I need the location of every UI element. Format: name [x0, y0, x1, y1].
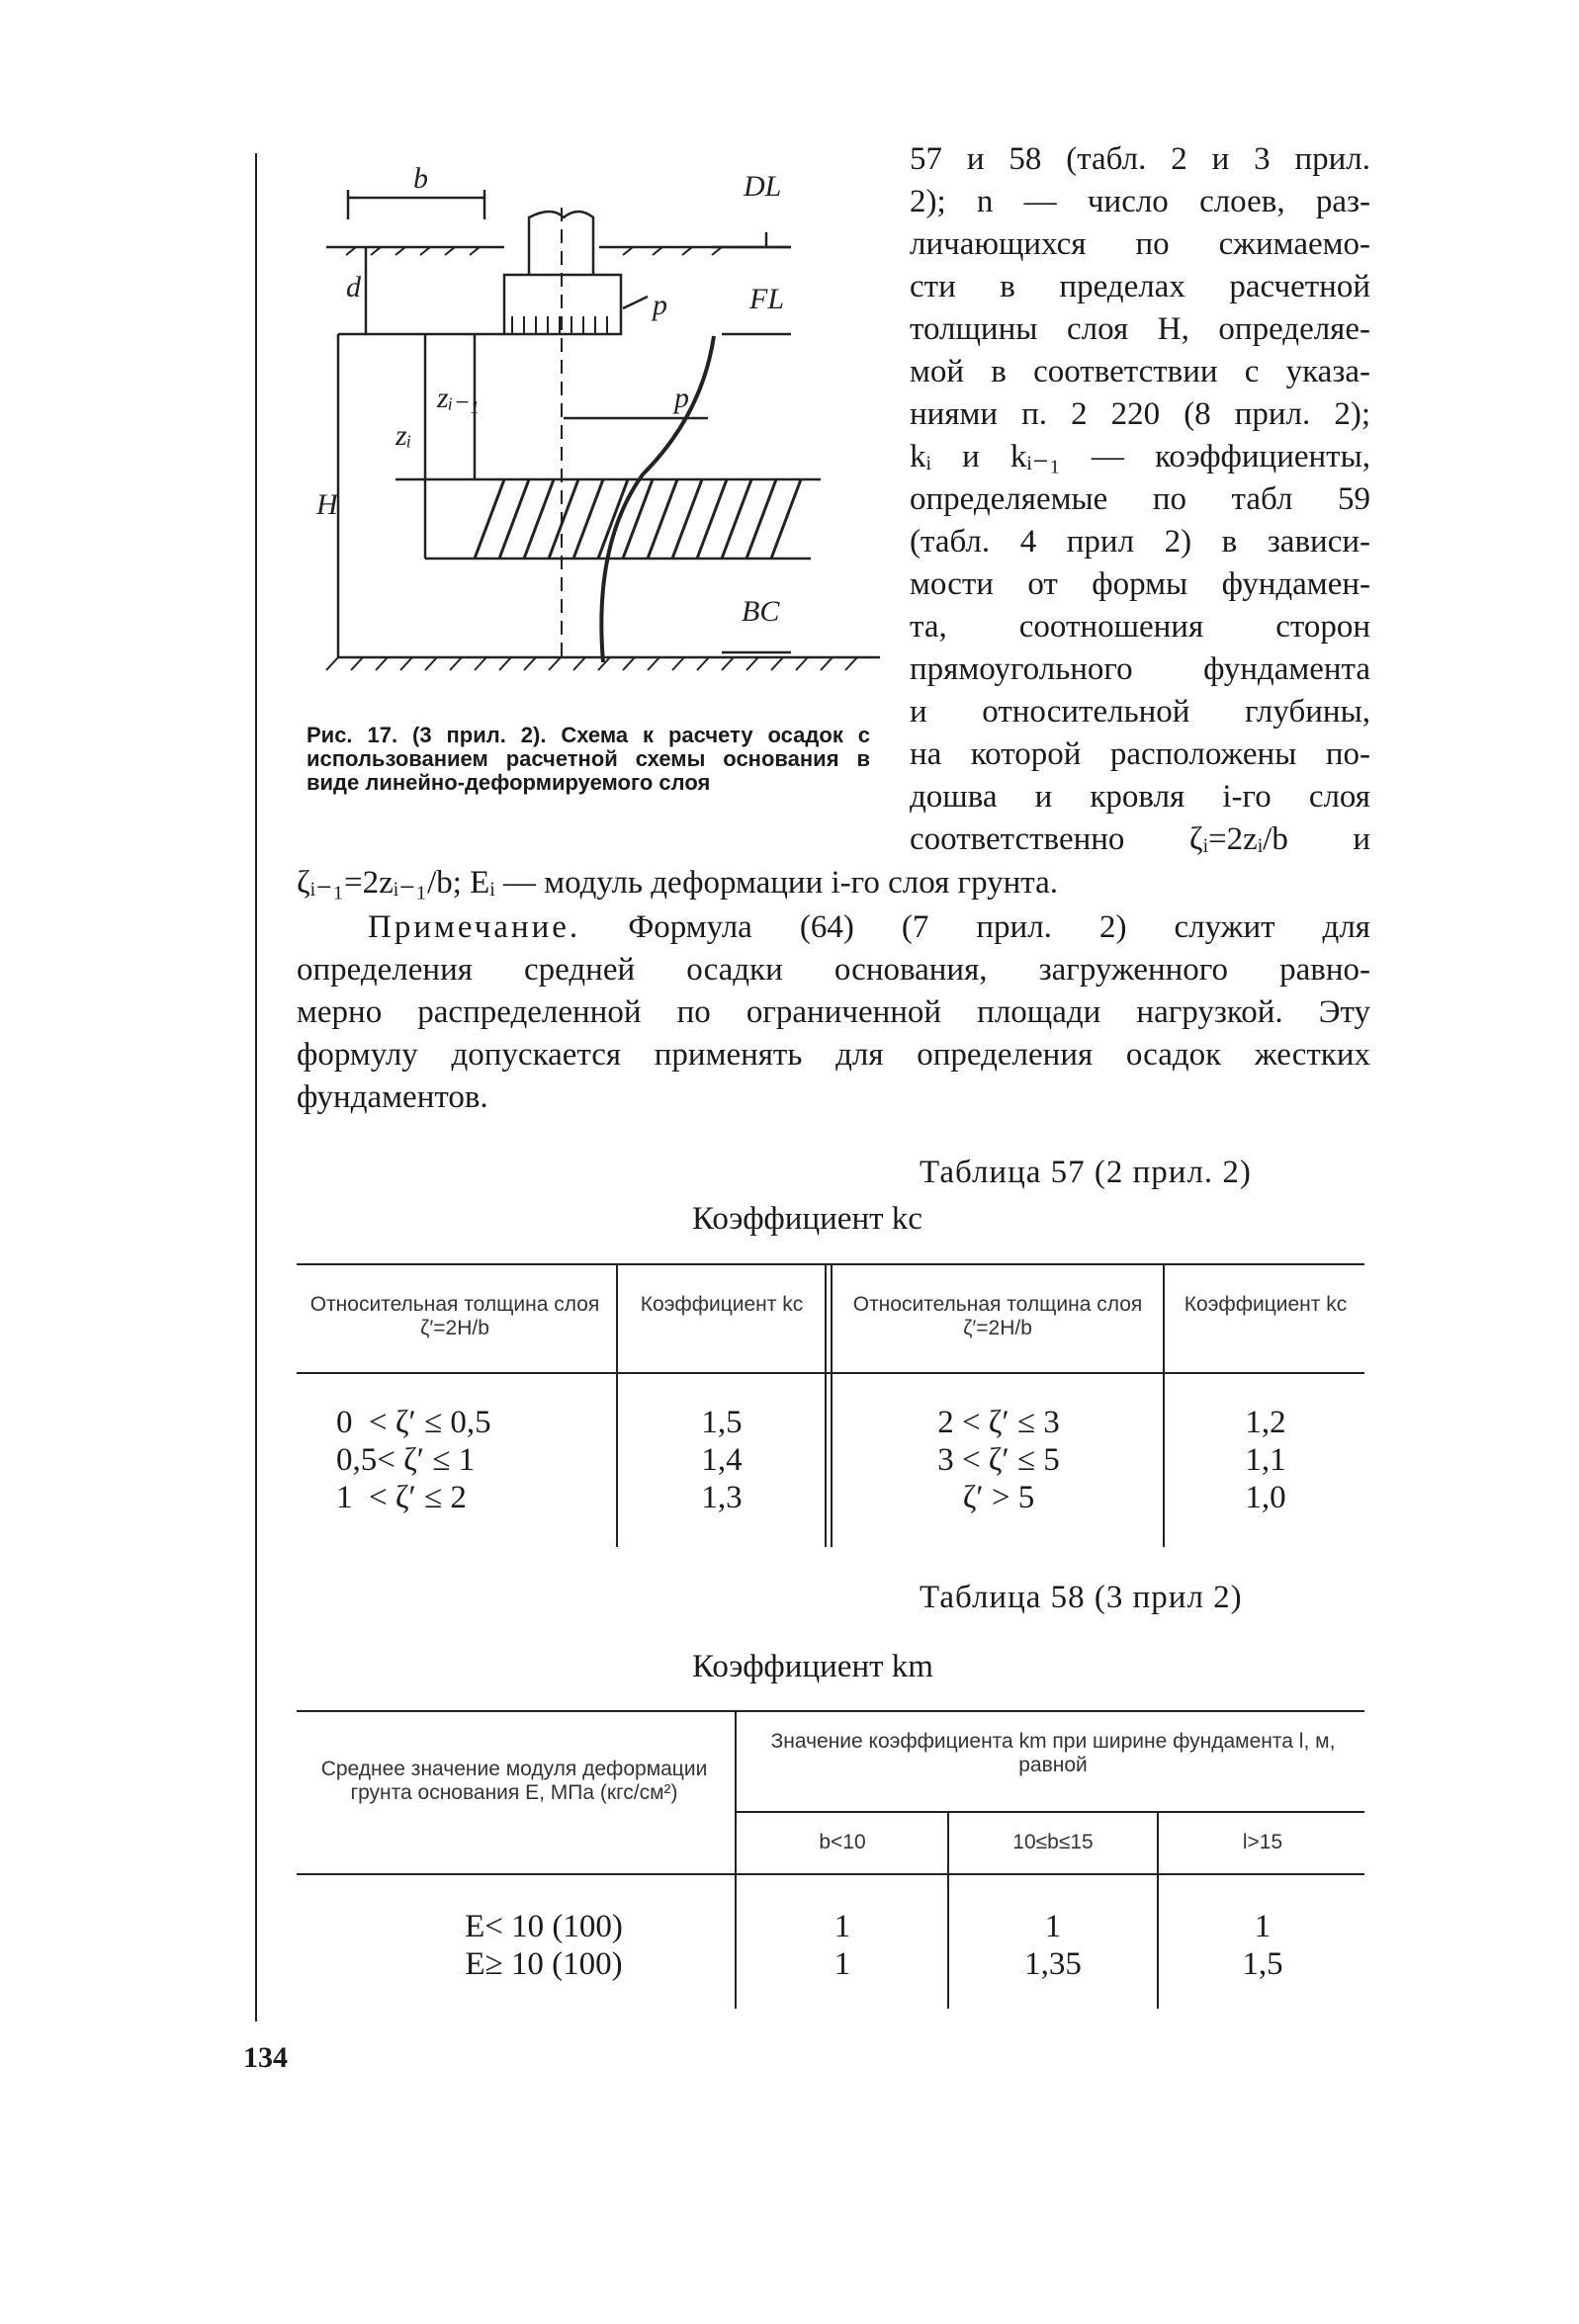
text-line: мерно распределенной по ограниченной площади нагрузкой. Эту: [297, 994, 1370, 1030]
table58-header-group: Значение коэффициента km при ширине фундамента l, м, равной: [770, 1730, 1336, 1776]
label-h: H: [316, 488, 338, 521]
text-line: (табл. 4 прил 2) в зависи-: [910, 524, 1370, 559]
text-line: 57 и 58 (табл. 2 и 3 прил.: [910, 141, 1370, 177]
page-number: 134: [243, 2041, 288, 2074]
table58-col-km: [951, 1908, 1155, 1983]
table-cell: 1,5: [701, 1405, 743, 1440]
note-paragraph: [297, 906, 1370, 1119]
formula-line: [297, 862, 1370, 904]
table57-col-thickness: [840, 1404, 1157, 1516]
text-line: прямоугольного фундамента: [910, 651, 1370, 687]
label-b: b: [413, 162, 428, 195]
table-cell: ζ′ > 5: [962, 1480, 1035, 1515]
table57-col-coef: [1167, 1404, 1364, 1516]
text-line: ζᵢ₋₁=2zᵢ₋₁/b; Eᵢ — модуль деформации i-го слоя грунта.: [297, 865, 1059, 901]
text-line: соответственно ζᵢ=2zᵢ/b и: [910, 821, 1370, 857]
table-cell: E< 10 (100): [465, 1909, 623, 1944]
table-cell: 1: [833, 1909, 851, 1944]
table57-col-coef: [621, 1404, 823, 1516]
table-cell: 1: [1254, 1909, 1272, 1944]
table57-header-coef: Коэффициент kc: [1184, 1293, 1348, 1316]
table57-col-thickness: [336, 1404, 603, 1516]
table58-group-rule: [737, 1811, 1364, 1813]
table-cell: 1,4: [701, 1442, 743, 1478]
foundation-diagram: [316, 148, 880, 682]
table-cell: 1,2: [1245, 1405, 1286, 1440]
label-dl: DL: [744, 170, 782, 203]
text-line: определяемые по табл 59: [910, 481, 1370, 517]
table57-divider: [831, 1265, 833, 1547]
table58-divider: [735, 1712, 737, 2009]
table58-col-km: [740, 1908, 945, 1983]
text-line: и относительной глубины,: [910, 694, 1370, 730]
table57-header-thickness: Относительная толщина слоя ζ′=2H/b: [852, 1293, 1143, 1339]
table-cell: 1,5: [1242, 1946, 1283, 1982]
table-cell: E≥ 10 (100): [465, 1946, 623, 1982]
table57-header-coef: Коэффициент kc: [640, 1293, 804, 1316]
table57-divider: [825, 1265, 827, 1547]
note-label: Примечание.: [368, 909, 581, 945]
table58-title: Коэффициент km: [692, 1649, 933, 1684]
table58-subheader: 10≤b≤15: [1012, 1831, 1094, 1853]
table58-col-km: [1161, 1908, 1364, 1983]
text-line: та, соотношения сторон: [910, 609, 1370, 645]
table57-divider: [1163, 1265, 1165, 1547]
label-fl: FL: [749, 283, 785, 315]
text-line: мости от формы фундамен-: [910, 566, 1370, 602]
margin-rule: [255, 153, 257, 2022]
table57-header-thickness: Относительная толщина слоя ζ′=2H/b: [309, 1293, 600, 1339]
table-cell: 0,5< ζ′ ≤ 1: [336, 1442, 476, 1478]
table58-col-modulus: [395, 1908, 692, 1983]
text-line: фундаментов.: [297, 1079, 488, 1115]
right-column-text: [910, 138, 1370, 861]
table58-top-rule: [297, 1710, 1364, 1712]
text-line: формулу допускается применять для определения осадок жестких: [297, 1037, 1370, 1073]
table57-divider: [616, 1265, 618, 1547]
label-p-curve: p: [674, 382, 689, 414]
text-line: 2); n — число слоев, раз-: [910, 184, 1370, 219]
table-cell: 3 < ζ′ ≤ 5: [937, 1442, 1060, 1478]
table-cell: 1: [1044, 1909, 1062, 1944]
table-cell: 1: [833, 1946, 851, 1982]
label-d: d: [346, 271, 361, 303]
table57-title: Коэффициент kc: [692, 1201, 922, 1237]
text-line: толщины слоя H, определяе-: [910, 311, 1370, 347]
label-p-load: p: [653, 289, 667, 321]
label-bc: BC: [742, 595, 780, 628]
figure-caption: Рис. 17. (3 прил. 2). Схема к расчету осадок с использованием расчетной схемы основания в виде линейно-деформируемого слоя: [307, 723, 870, 795]
table-cell: 1,1: [1245, 1442, 1286, 1478]
table58-subheader: b<10: [819, 1831, 866, 1853]
text-line: сти в пределах расчетной: [910, 269, 1370, 304]
table-cell: 1,0: [1245, 1480, 1286, 1515]
text-line: ниями п. 2 220 (8 прил. 2);: [910, 396, 1370, 432]
text-line: Формула (64) (7 прил. 2) служит для: [628, 909, 1370, 945]
table-cell: 1,35: [1024, 1946, 1082, 1982]
table58-header-rule: [297, 1873, 1364, 1875]
table58-divider: [1157, 1813, 1159, 2009]
table-cell: 1,3: [701, 1480, 743, 1515]
label-zi: zᵢ: [395, 419, 412, 452]
label-zi-1: zᵢ₋₁: [437, 382, 480, 414]
table58-header-modulus: Среднее значение модуля деформации грунта основания E, МПа (кгс/см²): [320, 1758, 708, 1804]
table-cell: 2 < ζ′ ≤ 3: [937, 1405, 1060, 1440]
table58-divider: [947, 1813, 949, 2009]
text-line: личающихся по сжимаемо-: [910, 226, 1370, 262]
text-line: на которой расположены по-: [910, 736, 1370, 772]
text-line: kᵢ и kᵢ₋₁ — коэффициенты,: [910, 439, 1370, 474]
table57-label: Таблица 57 (2 прил. 2): [920, 1155, 1252, 1190]
table-cell: 1 < ζ′ ≤ 2: [336, 1480, 467, 1515]
text-line: дошва и кровля i-го слоя: [910, 779, 1370, 815]
table-cell: 0 < ζ′ ≤ 0,5: [336, 1405, 491, 1440]
text-line: определения средней осадки основания, загруженного равно-: [297, 952, 1370, 988]
table58-subheader: l>15: [1242, 1831, 1283, 1853]
text-line: мой в соответствии с указа-: [910, 354, 1370, 389]
table58-label: Таблица 58 (3 прил 2): [920, 1580, 1243, 1615]
